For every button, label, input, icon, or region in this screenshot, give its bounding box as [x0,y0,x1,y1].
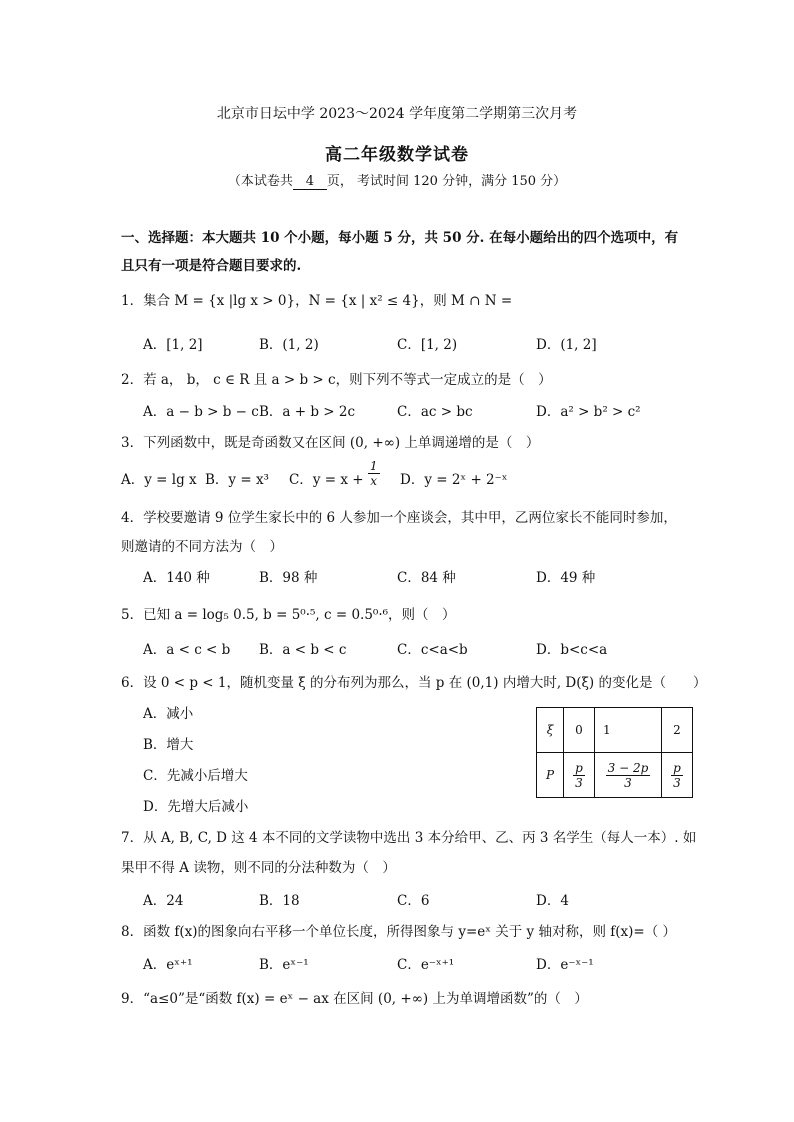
table-cell: 1 [595,708,662,753]
q3-option-c [289,459,380,488]
exam-note [0,170,794,190]
q3-option-a: A．y = lg x [121,472,197,488]
question-9-stem: 9．“a≤0”是“函数 f(x) = eˣ − ax 在区间 (0, +∞) 上为单调增函数”的（ ） [121,991,588,1007]
p2-fraction [671,762,683,789]
question-4-stem-2: 则邀请的不同方法为（ ） [121,539,283,555]
p1-den: 3 [624,775,632,790]
q1-option-c: C．[1, 2) [397,337,458,353]
q4-option-b: B．98 种 [259,570,318,586]
table-row [537,708,693,753]
question-2-stem: 2．若 a， b， c ∈ R 且 a > b > c，则下列不等式一定成立的是（ ） [121,372,552,388]
q7-option-d: D．4 [536,893,569,909]
p0-fraction [573,762,585,789]
q6-option-d: D．先增大后减小 [143,799,249,815]
q8-option-d: D．e⁻ˣ⁻¹ [536,957,594,973]
p0-num: p [575,760,583,775]
q5-option-b: B．a < b < c [259,642,347,658]
table-row [537,753,693,798]
p2-num: p [673,760,681,775]
q8-option-b: B．eˣ⁻¹ [259,957,309,973]
question-4-stem: 4．学校要邀请 9 位学生家长中的 6 人参加一个座谈会，其中甲，乙两位家长不能同时参加， [121,510,677,526]
question-5-stem: 5．已知 a = log₅ 0.5, b = 5⁰·⁵, c = 0.5⁰·⁶，则（ ） [121,607,456,623]
q7-option-c: C．6 [397,893,430,909]
table-cell: ξ [537,708,564,753]
question-1-stem: 1．集合 M = {x |lg x > 0}，N = {x | x² ≤ 4}，则 M ∩ N = [121,293,513,309]
q3-option-c-fraction [368,460,380,487]
q2-option-c: C．ac > bc [397,404,473,420]
question-6-stem: 6．设 0 < p < 1，随机变量 ξ 的分布列为那么，当 p 在 (0,1) 内增大时, D(ξ) 的变化是（ ） [121,675,707,691]
q1-option-d: D．(1, 2] [536,337,597,353]
distribution-table [536,707,693,798]
q5-option-d: D．b<c<a [536,642,608,658]
q3-option-b: B．y = x³ [205,472,269,488]
table-cell: 0 [564,708,595,753]
p2-den: 3 [673,775,681,790]
q8-option-a: A．eˣ⁺¹ [143,957,193,973]
p1-fraction [606,762,651,789]
q3-frac-num: 1 [369,459,378,473]
q2-option-a: A．a − b > b − c [143,404,259,420]
question-7-stem-2: 果甲不得 A 读物，则不同的分法种数为（ ） [121,860,396,876]
q1-option-a: A．[1, 2] [143,337,203,353]
q7-option-b: B．18 [259,893,300,909]
table-cell [595,753,662,798]
note-suffix: 页， 考试时间 120 分钟，满分 150 分） [326,174,567,189]
q6-option-c: C．先减小后增大 [143,768,248,784]
q3-frac-den: x [370,474,378,488]
p0-den: 3 [575,775,583,790]
q3-option-d: D．y = 2ˣ + 2⁻ˣ [400,472,508,488]
question-8-stem: 8．函数 f(x)的图象向右平移一个单位长度，所得图象与 y=eˣ 关于 y 轴对称，则 f(x)=（ ） [121,924,677,940]
q4-option-d: D．49 种 [536,570,596,586]
q7-option-a: A．24 [143,893,184,909]
q2-option-b: B．a + b > 2c [259,404,356,420]
q5-option-a: A．a < c < b [143,642,231,658]
q5-option-c: C．c<a<b [397,642,468,658]
table-cell: P [537,753,564,798]
q1-option-b: B．(1, 2) [259,337,319,353]
q6-option-a: A．减小 [143,706,194,722]
table-cell [662,753,693,798]
note-pages: 4 [293,174,327,190]
school-header: 北京市日坛中学 2023～2024 学年度第二学期第三次月考 [216,106,578,122]
q3-option-c-text: C．y = x + [289,472,364,488]
table-cell [564,753,595,798]
section-heading-line1: 一、选择题：本大题共 10 个小题，每小题 5 分，共 50 分. 在每小题给出的四个选项中，有 [121,230,679,246]
note-prefix: （本试卷共 [227,174,293,189]
q4-option-c: C．84 种 [397,570,456,586]
exam-title: 高二年级数学试卷 [325,145,469,165]
q2-option-d: D．a² > b² > c² [536,404,641,420]
q4-option-a: A．140 种 [143,570,210,586]
q6-option-b: B．增大 [143,737,194,753]
section-heading-line2: 且只有一项是符合题目要求的. [121,258,302,274]
question-7-stem: 7．从 A, B, C, D 这 4 本不同的文学读物中选出 3 本分给甲、乙、丙 3 名学生（每人一本）. 如 [121,830,697,846]
table-cell: 2 [662,708,693,753]
question-3-stem: 3．下列函数中，既是奇函数又在区间 (0, +∞) 上单调递增的是（ ） [121,435,540,451]
q8-option-c: C．e⁻ˣ⁺¹ [397,957,455,973]
p1-num: 3 − 2p [607,760,649,775]
